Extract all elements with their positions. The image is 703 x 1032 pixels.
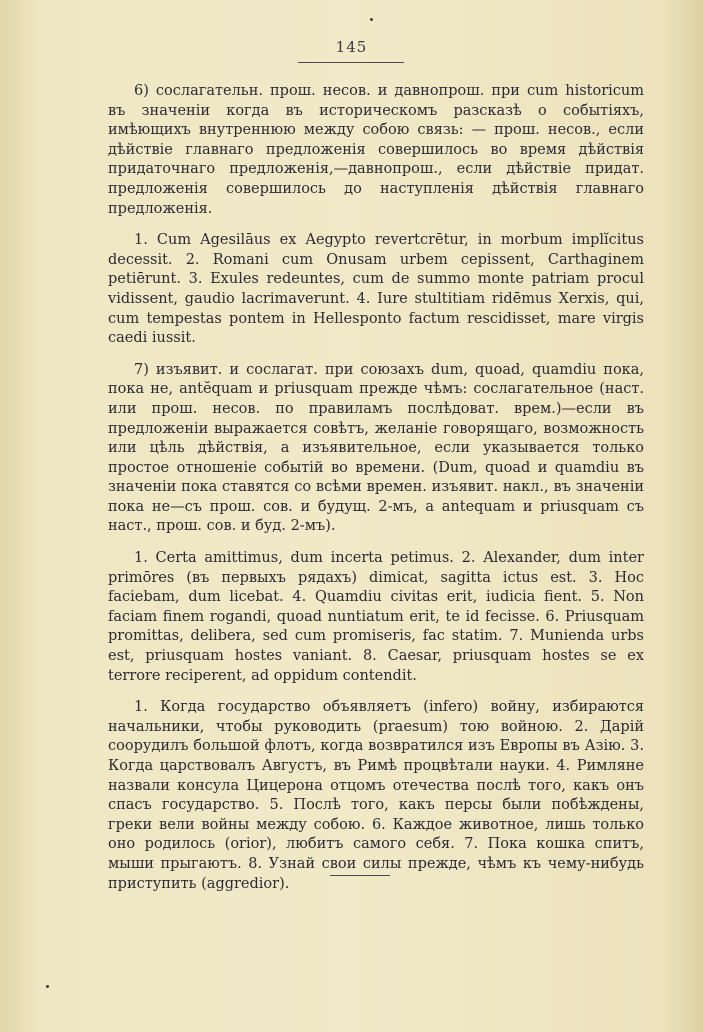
section-7-examples — [108, 549, 644, 686]
section-7-text: 7) изъявит. и сослагат. при союзахъ dum, quoad, quamdiu пока, пока не, antĕquam и priusquam прежде чѣмъ: сослагательное (наст. или прош. несов. по правиламъ послѣдоват. врем.)—если въ предложеніи выражается совѣтъ, желаніе говорящаго, возможность или цѣль дѣйствія, а изъявительное, если указывается только простое отношеніе событій во времени. (Dum, quoad и quamdiu въ значеніи пока ставятся со всѣми времен. изъявит. накл., въ значеніи пока не—съ прош. сов. и будущ. 2-мъ, а antequam и priusquam съ наст., прош. сов. и буд. 2-мъ). — [108, 361, 644, 535]
top-rule — [298, 62, 404, 63]
print-speck — [46, 985, 49, 988]
translation-exercises — [108, 698, 644, 894]
print-speck — [370, 18, 373, 21]
page-content — [108, 82, 644, 894]
section-7-rule — [108, 361, 644, 537]
translation-exercises-text: 1. Когда государство объявляетъ (infero) войну, избираются начальники, чтобы руководить (praesum) тою войною. 2. Дарій соорудилъ большой флотъ, когда возвратился изъ Европы въ Азію. 3. Когда царствовалъ Августъ, въ Римѣ процвѣтали науки. 4. Римляне назвали консула Цицерона отцомъ отечества послѣ того, какъ онъ спасъ государство. 5. Послѣ того, какъ персы были побѣждены, греки вели войны между собою. 6. Каждое животное, лишь только оно родилось (orior), любитъ самого себя. 7. Пока кошка спитъ, мыши прыгаютъ. 8. Узнай свои силы прежде, чѣмъ къ чему-нибудь приступить (aggredior). — [108, 699, 644, 892]
section-6-text: 6) сослагательн. прош. несов. и давнопрош. при cum historicum въ значеніи когда въ историческомъ разсказѣ о событіяхъ, имѣющихъ внутреннюю между собою связь: — прош. несов., если дѣйствіе главнаго предложенія совершилось во время дѣйствія придаточнаго предложенія,—давнопрош., если дѣйствіе придат. предложенія совершилось до наступленія дѣйствія главнаго предложенія. — [108, 83, 644, 217]
section-6-examples-text: 1. Cum Agesilāus ex Aegypto revertcrētur, in morbum implĭcitus decessit. 2. Romani cum Onusam urbem cepissent, Carthaginem petiērunt. 3. Exules redeuntes, cum de summo monte patriam procul vidissent, gaudio lacrimaverunt. 4. Iure stultitiam ridēmus Xerxis, qui, cum tempestas pontem in Hellesponto factum rescidisset, mare virgis caedi iussit. — [108, 232, 644, 347]
section-6-examples — [108, 231, 644, 349]
section-7-examples-text: 1. Certa amittimus, dum incerta petimus. 2. Alexander, dum inter primōres (въ первыхъ рядахъ) dimicat, sagitta ictus est. 3. Hoc faciebam, dum licebat. 4. Quamdiu civitas erit, iudicia fient. 5. Non faciam finem rogandi, quoad nuntiatum erit, te id fecisse. 6. Priusquam promittas, delibera, sed cum promiseris, fac statim. 7. Muniendа urbs est, priusquam hostes vaniant. 8. Caesar, priusquam hostes se ex terrore reciperent, ad oppidum contendit. — [108, 550, 644, 684]
section-6-rule — [108, 82, 644, 219]
bottom-rule — [330, 875, 390, 876]
page-number: 145 — [335, 38, 368, 56]
